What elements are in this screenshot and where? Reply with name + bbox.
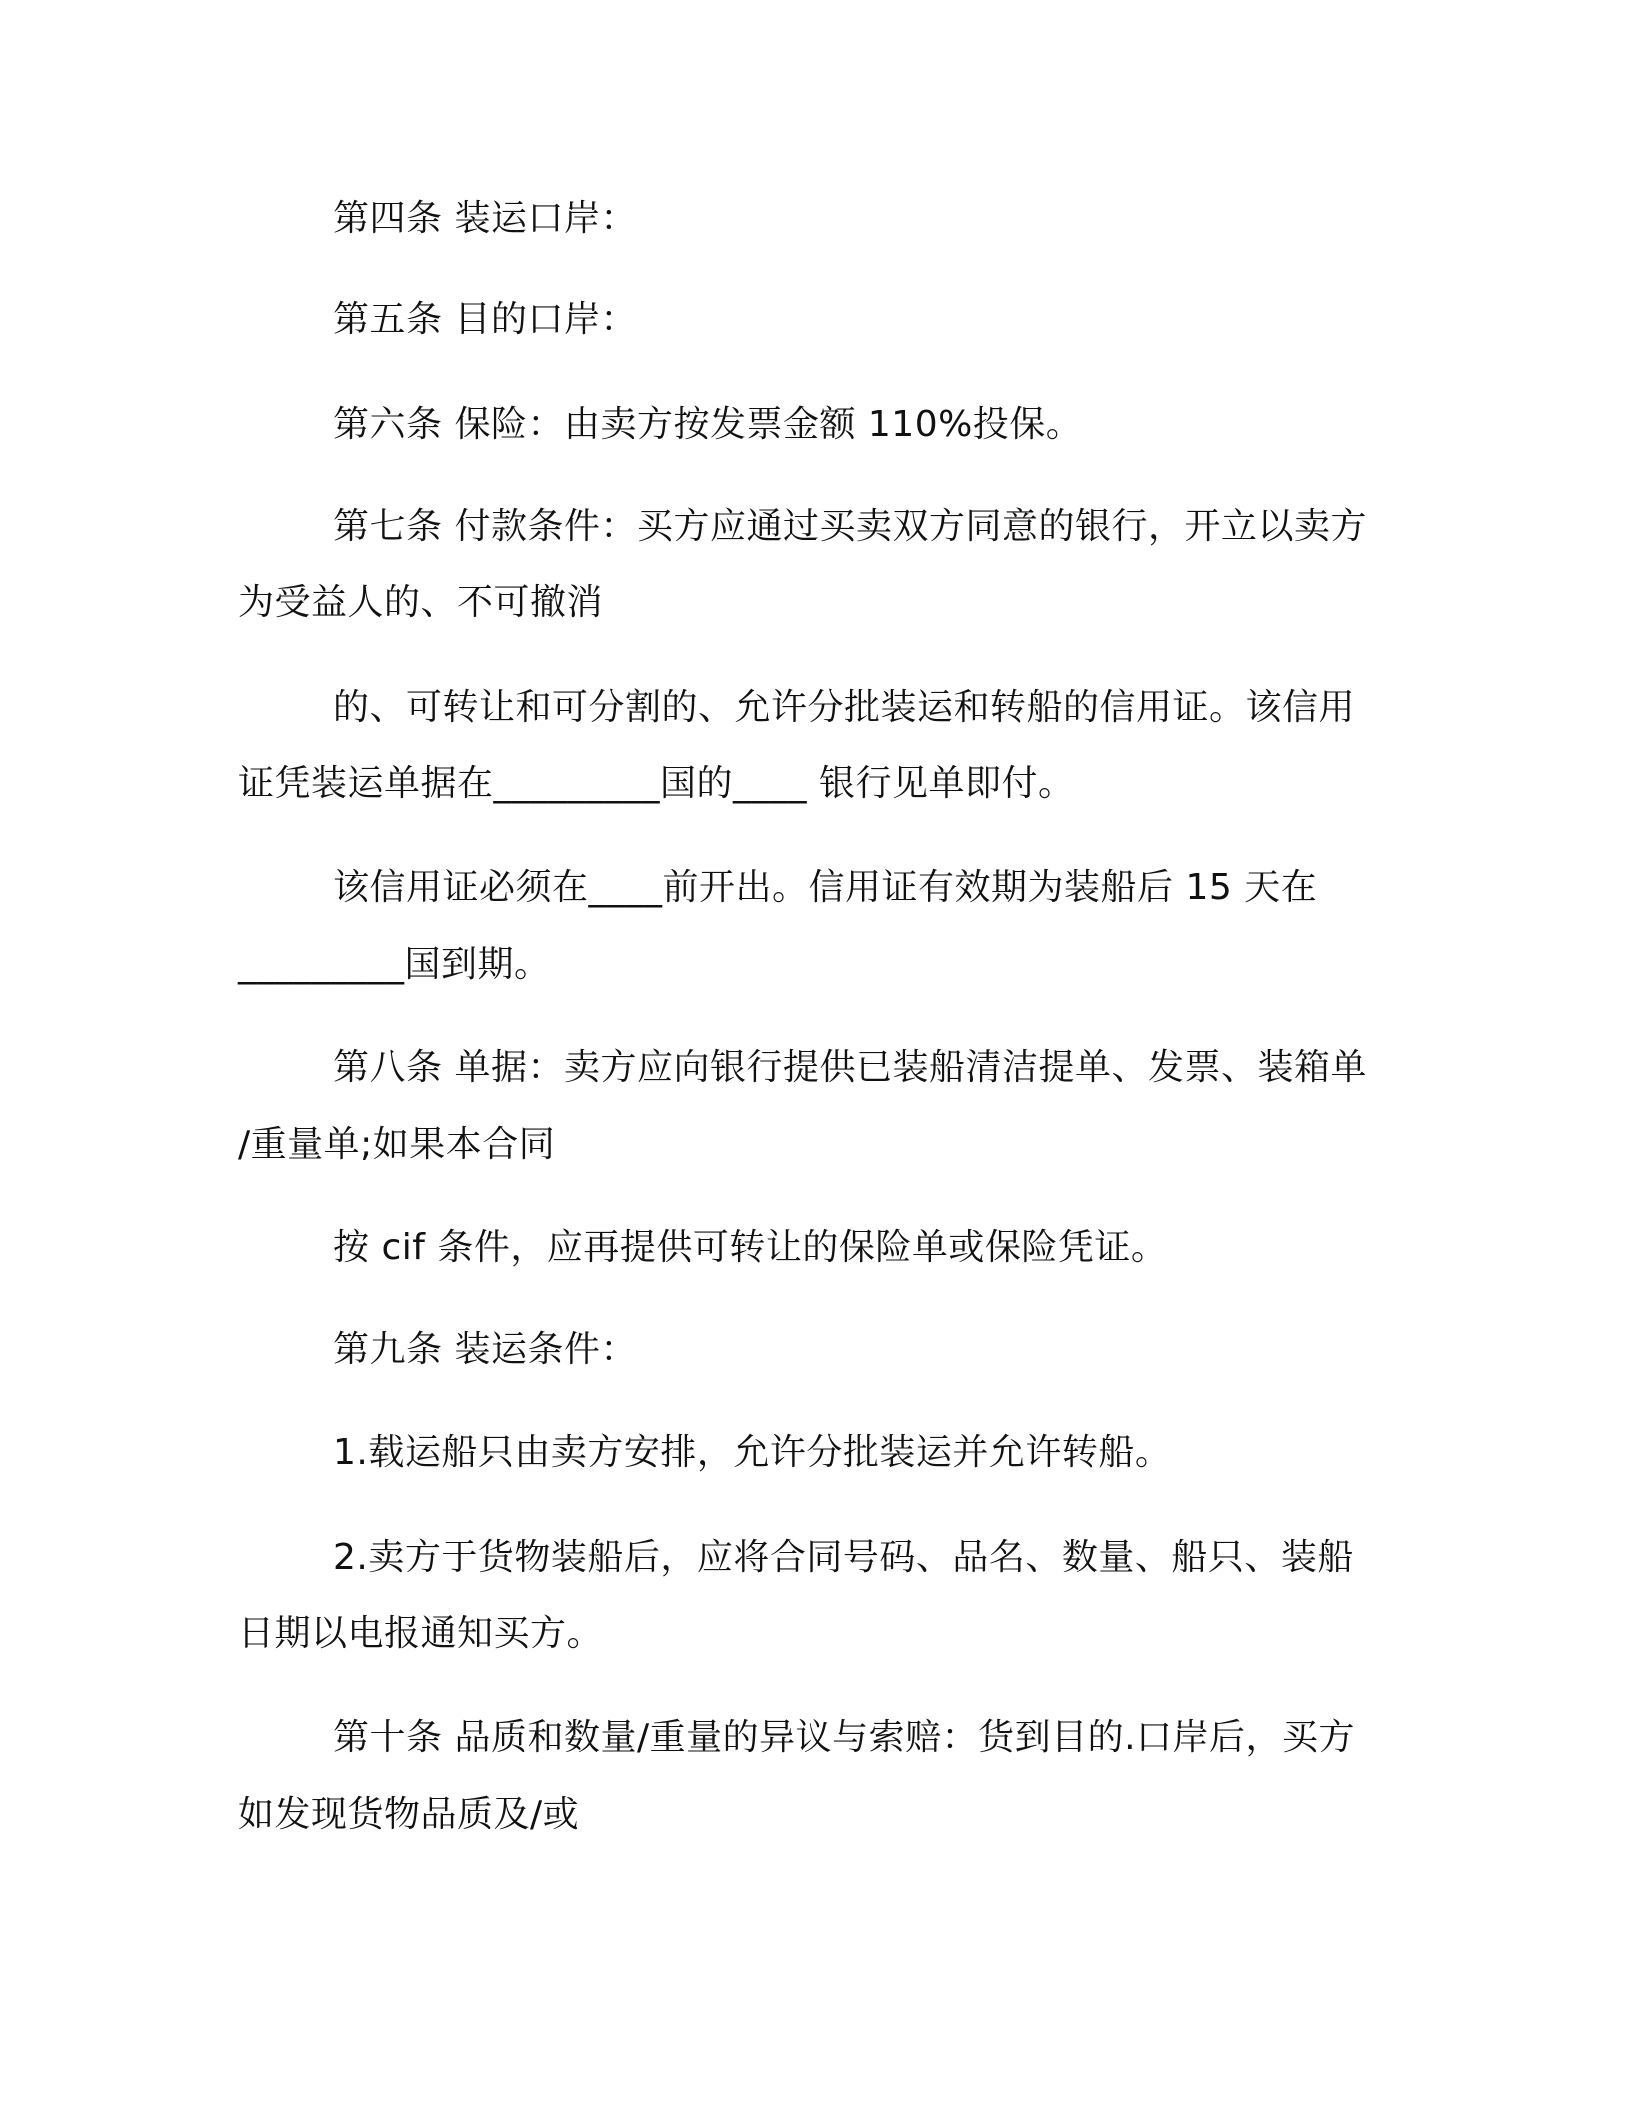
clause-10-claims-line-2: 如发现货物品质及/或 — [238, 1794, 580, 1835]
clause-9-item-2-line-2: 日期以电报通知买方。 — [238, 1613, 604, 1654]
clause-7-payment-line-1: 第七条 付款条件：买方应通过买卖双方同意的银行，开立以卖方 — [333, 506, 1367, 547]
clause-4-loading-port: 第四条 装运口岸： — [333, 198, 637, 239]
clause-6-insurance: 第六条 保险：由卖方按发票金额 110%投保。 — [333, 404, 1083, 445]
clause-9-item-2-line-1: 2.卖方于货物装船后，应将合同号码、品名、数量、船只、装船 — [333, 1537, 1354, 1578]
clause-8-documents-line-2: /重量单;如果本合同 — [238, 1124, 556, 1165]
clause-7-payment-line-4: 证凭装运单据在_________国的____ 银行见单即付。 — [238, 763, 1075, 804]
clause-7-payment-line-5: 该信用证必须在____前开出。信用证有效期为装船后 15 天在 — [333, 867, 1318, 908]
clause-7-payment-line-6: _________国到期。 — [238, 944, 551, 985]
clause-8-documents-line-3: 按 cif 条件，应再提供可转让的保险单或保险凭证。 — [333, 1227, 1168, 1268]
clause-5-destination-port: 第五条 目的口岸： — [333, 299, 637, 340]
clause-7-payment-line-2: 为受益人的、不可撤消 — [238, 582, 604, 623]
clause-9-item-1: 1.载运船只由卖方安排，允许分批装运并允许转船。 — [333, 1432, 1172, 1473]
clause-9-shipment-terms: 第九条 装运条件： — [333, 1329, 637, 1370]
clause-7-payment-line-3: 的、可转让和可分割的、允许分批装运和转船的信用证。该信用 — [333, 687, 1356, 728]
clause-8-documents-line-1: 第八条 单据：卖方应向银行提供已装船清洁提单、发票、装箱单 — [333, 1047, 1367, 1088]
clause-10-claims-line-1: 第十条 品质和数量/重量的异议与索赔：货到目的.口岸后，买方 — [333, 1717, 1356, 1758]
